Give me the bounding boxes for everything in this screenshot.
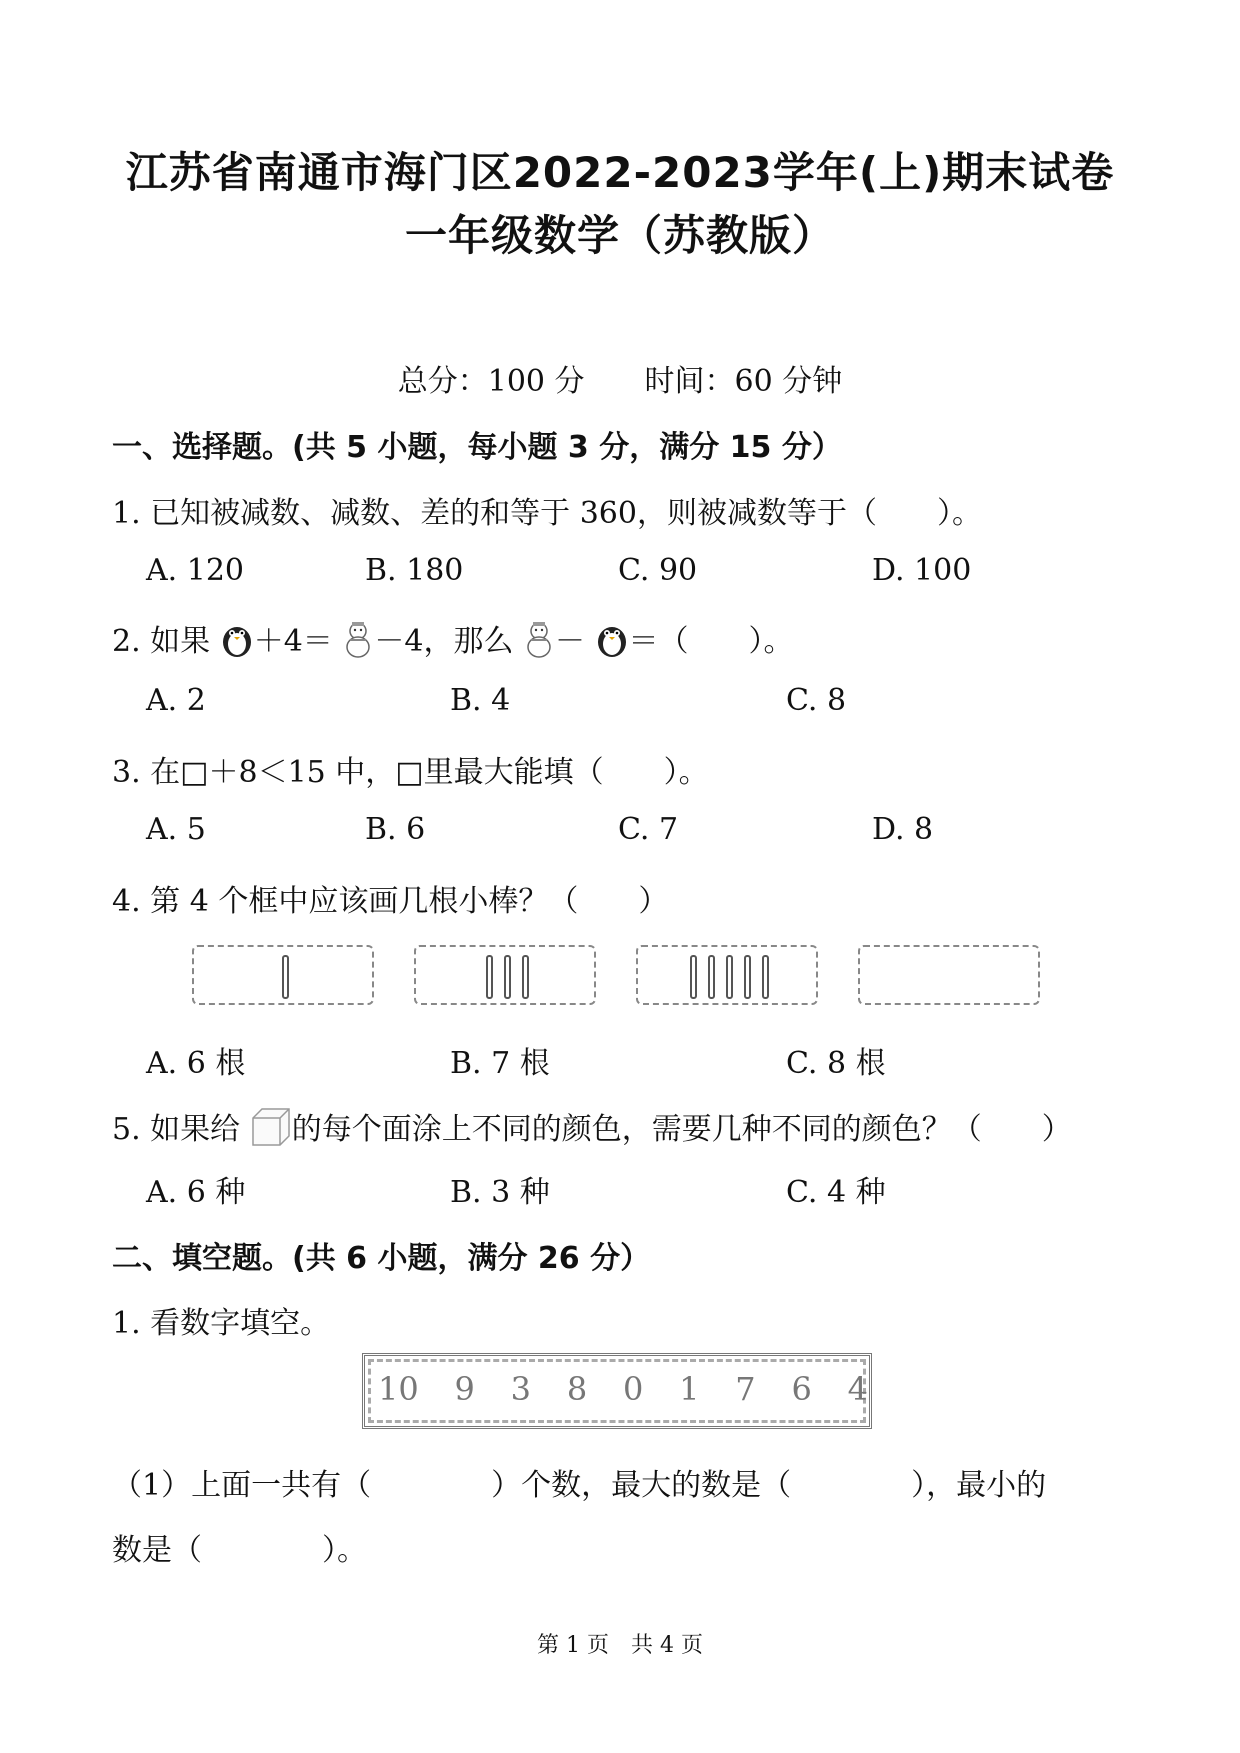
cube-icon	[250, 1106, 292, 1156]
q3-option-a: A. 5	[146, 812, 206, 847]
q5-prefix: 5. 如果给	[112, 1112, 241, 1147]
stick	[762, 955, 769, 999]
stick	[690, 955, 697, 999]
stick	[726, 955, 733, 999]
section2-heading: 二、填空题。(共 6 小题，满分 26 分）	[112, 1241, 651, 1276]
q5-suffix: 的每个面涂上不同的颜色，需要几种不同的颜色？（ ）	[291, 1112, 1072, 1147]
section1-heading: 一、选择题。(共 5 小题，每小题 3 分，满分 15 分）	[112, 430, 842, 465]
exam-title: 江苏省南通市海门区2022-2023学年(上)期末试卷	[125, 148, 1115, 197]
q2-option-c: C. 8	[786, 683, 847, 718]
q2-prefix: 2. 如果	[112, 624, 211, 659]
q5-option-b: B. 3 种	[450, 1175, 550, 1210]
page-footer: 第 1 页 共 4 页	[537, 1633, 703, 1658]
stick-boxes-figure	[192, 945, 1052, 1015]
snowman-icon	[523, 620, 555, 666]
number-item: 7	[735, 1370, 756, 1408]
stick-box	[414, 945, 596, 1005]
q4-option-c: C. 8 根	[786, 1046, 886, 1081]
number-item: 6	[791, 1370, 812, 1408]
q5-text	[112, 1104, 1072, 1156]
q3-option-c: C. 7	[618, 812, 679, 847]
q4-text: 4. 第 4 个框中应该画几根小棒？（ ）	[112, 884, 669, 919]
stick	[522, 955, 529, 999]
exam-meta: 总分：100 分 时间：60 分钟	[397, 364, 843, 399]
q4-option-b: B. 7 根	[450, 1046, 550, 1081]
q3-option-b: B. 6	[365, 812, 426, 847]
q2-mid1: ＋4＝	[253, 624, 333, 659]
s2-q1-sub1-line1: （1）上面一共有（ ）个数，最大的数是（ ），最小的	[112, 1468, 1047, 1503]
number-item: 0	[622, 1370, 644, 1408]
q2-option-b: B. 4	[450, 683, 511, 718]
number-item: 9	[454, 1370, 475, 1408]
q4-option-a: A. 6 根	[146, 1046, 246, 1081]
q1-option-a: A. 120	[146, 553, 244, 588]
q1-option-d: D. 100	[872, 553, 972, 588]
stick	[708, 955, 715, 999]
exam-subtitle: 一年级数学（苏教版）	[404, 211, 835, 260]
number-item: 8	[566, 1370, 588, 1408]
stick	[282, 955, 289, 999]
number-item: 1	[679, 1370, 700, 1408]
q2-option-a: A. 2	[146, 683, 206, 718]
q3-text: 3. 在□＋8＜15 中，□里最大能填（ ）。	[112, 755, 709, 790]
q1-option-c: C. 90	[618, 553, 698, 588]
stick	[486, 955, 493, 999]
snowman-icon	[342, 620, 374, 666]
q5-option-a: A. 6 种	[146, 1175, 246, 1210]
q2-suffix: ＝（ ）。	[628, 624, 794, 659]
number-row	[378, 1370, 868, 1408]
penguin-icon	[220, 620, 254, 666]
q1-option-b: B. 180	[365, 553, 464, 588]
q2-mid3: －	[555, 624, 585, 659]
q3-option-d: D. 8	[872, 812, 934, 847]
stick	[504, 955, 511, 999]
stick-box	[858, 945, 1040, 1005]
stick	[744, 955, 751, 999]
stick-box	[636, 945, 818, 1005]
q2-text	[112, 616, 794, 666]
q1-text: 1. 已知被减数、减数、差的和等于 360，则被减数等于（ ）。	[112, 496, 982, 531]
number-item: 4	[847, 1370, 868, 1408]
number-item: 10	[378, 1370, 419, 1408]
stick-box	[192, 945, 374, 1005]
s2-q1-text: 1. 看数字填空。	[112, 1306, 331, 1341]
number-item: 3	[510, 1370, 532, 1408]
q2-mid2: －4，那么	[374, 624, 514, 659]
q5-option-c: C. 4 种	[786, 1175, 886, 1210]
penguin-icon	[595, 620, 629, 666]
s2-q1-sub1-line2: 数是（ ）。	[112, 1533, 367, 1568]
